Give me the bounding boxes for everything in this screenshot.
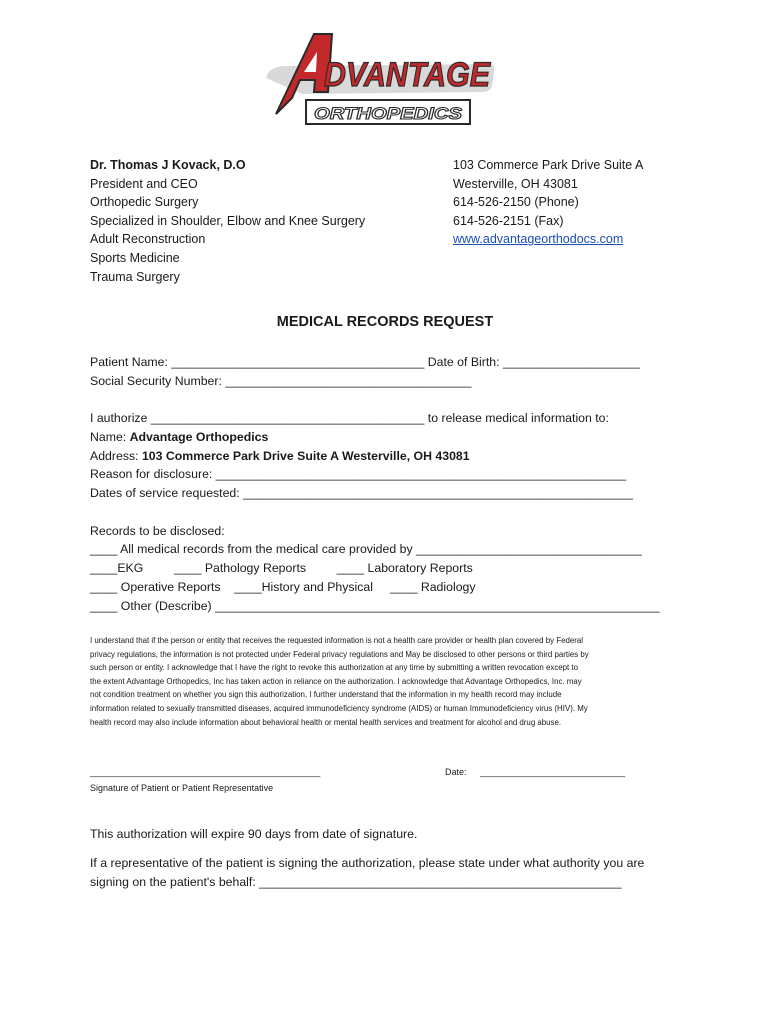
doctor-specialty: Trauma Surgery <box>90 269 180 284</box>
doctor-specialty: Specialized in Shoulder, Elbow and Knee Surgery <box>90 213 366 228</box>
doctor-specialty: Sports Medicine <box>90 250 180 265</box>
legal-line: the extent Advantage Orthopedics, Inc has taken action in reliance on the authorization. I acknowledge that Advantage Orthopedics, Inc. may <box>90 676 582 686</box>
svg-text:DVANTAGE: DVANTAGE <box>324 56 492 94</box>
date-field[interactable]: _____________________________ <box>480 767 626 777</box>
fax-number: 614-526-2151 (Fax) <box>453 213 564 228</box>
recipient-name-label: Name: <box>90 430 130 444</box>
doctor-specialty: Adult Reconstruction <box>90 232 206 247</box>
patient-name-dob-field[interactable]: Patient Name: _____________________________________ Date of Birth: ____________________ <box>90 355 640 369</box>
contact-info <box>453 156 643 249</box>
expiry-notice: This authorization will expire 90 days from date of signature. <box>90 827 418 841</box>
reason-field[interactable]: Reason for disclosure: ____________________________________________________________ <box>90 467 627 481</box>
date-label: Date: <box>445 767 467 777</box>
doctor-title: President and CEO <box>90 176 198 191</box>
records-heading: Records to be disclosed: <box>90 524 225 538</box>
form-title: MEDICAL RECORDS REQUEST <box>276 314 494 330</box>
service-dates-field[interactable]: Dates of service requested: _________________________________________________________ <box>90 486 633 500</box>
records-all-option[interactable]: ____ All medical records from the medical care provided by _________________________________ <box>90 542 642 556</box>
recipient-address <box>90 449 470 463</box>
records-other-option[interactable]: ____ Other (Describe) _________________________________________________________________ <box>90 599 660 613</box>
recipient-name-value: Advantage Orthopedics <box>129 430 269 444</box>
svg-text:ORTHOPEDICS: ORTHOPEDICS <box>314 104 463 123</box>
records-options-row-1[interactable]: ____EKG ____ Pathology Reports ____ Laboratory Reports <box>90 561 473 575</box>
records-options-row-2[interactable]: ____ Operative Reports ____History and Physical ____ Radiology <box>90 580 476 594</box>
authorize-field[interactable]: I authorize ________________________________________ to release medical information to: <box>90 411 609 425</box>
address-line-2: Westerville, OH 43081 <box>453 176 578 191</box>
legal-line: information related to sexually transmitted diseases, acquired immunodeficiency syndrome (AIDS) or human Immunodeficiency virus (HIV). My <box>90 703 588 713</box>
doctor-info <box>90 156 365 286</box>
signature-line[interactable]: ______________________________________________ <box>90 767 321 777</box>
legal-line: such person or entity. I acknowledge that I have the right to revoke this authorization at any time by submitting a written revocation except to <box>90 663 579 673</box>
doctor-specialty: Orthopedic Surgery <box>90 195 199 210</box>
recipient-address-value: 103 Commerce Park Drive Suite A Westerville, OH 43081 <box>141 449 470 463</box>
representative-question: If a representative of the patient is signing the authorization, please state under what authority you are <box>90 856 645 870</box>
legal-line: health record may also include information about behavioral health or mental health services and treatment for alcohol and drug abuse. <box>90 717 562 727</box>
legal-line: not condition treatment on whether you sign this authorization, I further understand that the information in my health record may include <box>90 690 562 700</box>
address-line-1: 103 Commerce Park Drive Suite A <box>453 158 644 172</box>
legal-line: privacy regulations, the information is not protected under Federal privacy regulations and May be disclosed to other persons or third parties by <box>90 649 589 659</box>
website-link[interactable]: www.advantageorthodocs.com <box>453 232 624 247</box>
ssn-field[interactable]: Social Security Number: ____________________________________ <box>90 374 472 388</box>
representative-authority-field[interactable]: signing on the patient's behalf: _____________________________________________________ <box>90 875 622 889</box>
legal-disclaimer <box>90 634 680 729</box>
legal-line: I understand that if the person or entity that receives the requested information is not a health care provider or health plan covered by Federal <box>90 636 584 645</box>
advantage-orthopedics-logo <box>262 28 498 130</box>
doctor-name: Dr. Thomas J Kovack, D.O <box>90 158 246 172</box>
phone-number: 614-526-2150 (Phone) <box>453 195 579 210</box>
signature-label: Signature of Patient or Patient Representative <box>90 783 274 793</box>
recipient-name <box>90 430 268 444</box>
recipient-address-label: Address: <box>90 449 142 463</box>
